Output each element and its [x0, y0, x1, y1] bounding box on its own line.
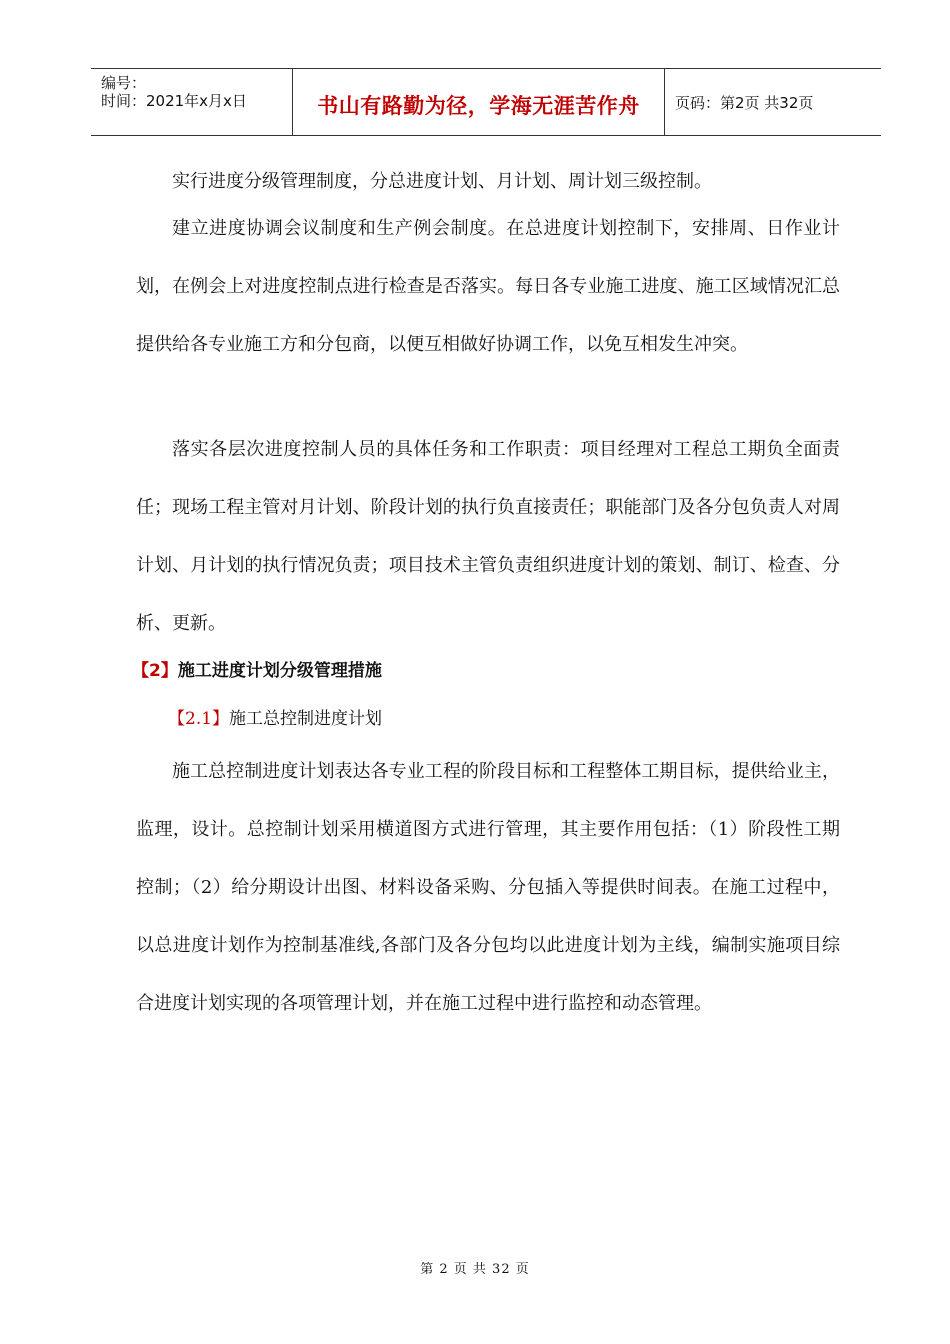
page-footer: 第 2 页 共 32 页	[420, 1262, 530, 1277]
subsection-heading-2-1	[168, 707, 382, 731]
header-motto: 书山有路勤为径，学海无涯苦作舟	[317, 94, 640, 118]
paragraph-4: 施工总控制进度计划表达各专业工程的阶段目标和工程整体工期目标，提供给业主，监理，设计。总控制计划采用横道图方式进行管理，其主要作用包括：（1）阶段性工期控制；（2）给分期设计出图、材料设备采购、分包插入等提供时间表。在施工过程中，以总进度计划作为控制基准线,各部门及各分包均以此进度计划为主线，编制实施项目综合进度计划实现的各项管理计划，并在施工过程中进行监控和动态管理。	[136, 761, 840, 1014]
paragraph-1: 实行进度分级管理制度，分总进度计划、月计划、周计划三级控制。	[172, 171, 712, 192]
section-heading-2	[132, 659, 382, 683]
paragraph-3: 落实各层次进度控制人员的具体任务和工作职责：项目经理对工程总工期负全面责任；现场工程主管对月计划、阶段计划的执行负直接责任；职能部门及各分包负责人对周计划、月计划的执行情况负责；项目技术主管负责组织进度计划的策划、制订、检查、分析、更新。	[136, 439, 840, 634]
document-number-label: 编号：	[101, 74, 147, 92]
header-page-cell	[665, 69, 881, 135]
header-meta-cell	[91, 69, 293, 135]
document-time-label: 时间：2021年x月x日	[101, 92, 247, 110]
header-motto-cell	[293, 69, 665, 135]
section-number-2: 【2】	[132, 661, 178, 681]
header-page-info: 页码：第2页 共32页	[675, 94, 814, 112]
subsection-number-2-1: 【2.1】	[168, 709, 230, 729]
paragraph-2: 建立进度协调会议制度和生产例会制度。在总进度计划控制下，安排周、日作业计划，在例会上对进度控制点进行检查是否落实。每日各专业施工进度、施工区域情况汇总提供给各专业施工方和分包商，以便互相做好协调工作，以免互相发生冲突。	[136, 218, 840, 355]
section-title-2: 施工进度计划分级管理措施	[177, 661, 382, 681]
subsection-title-2-1: 施工总控制进度计划	[229, 709, 383, 729]
page-header	[91, 68, 881, 136]
